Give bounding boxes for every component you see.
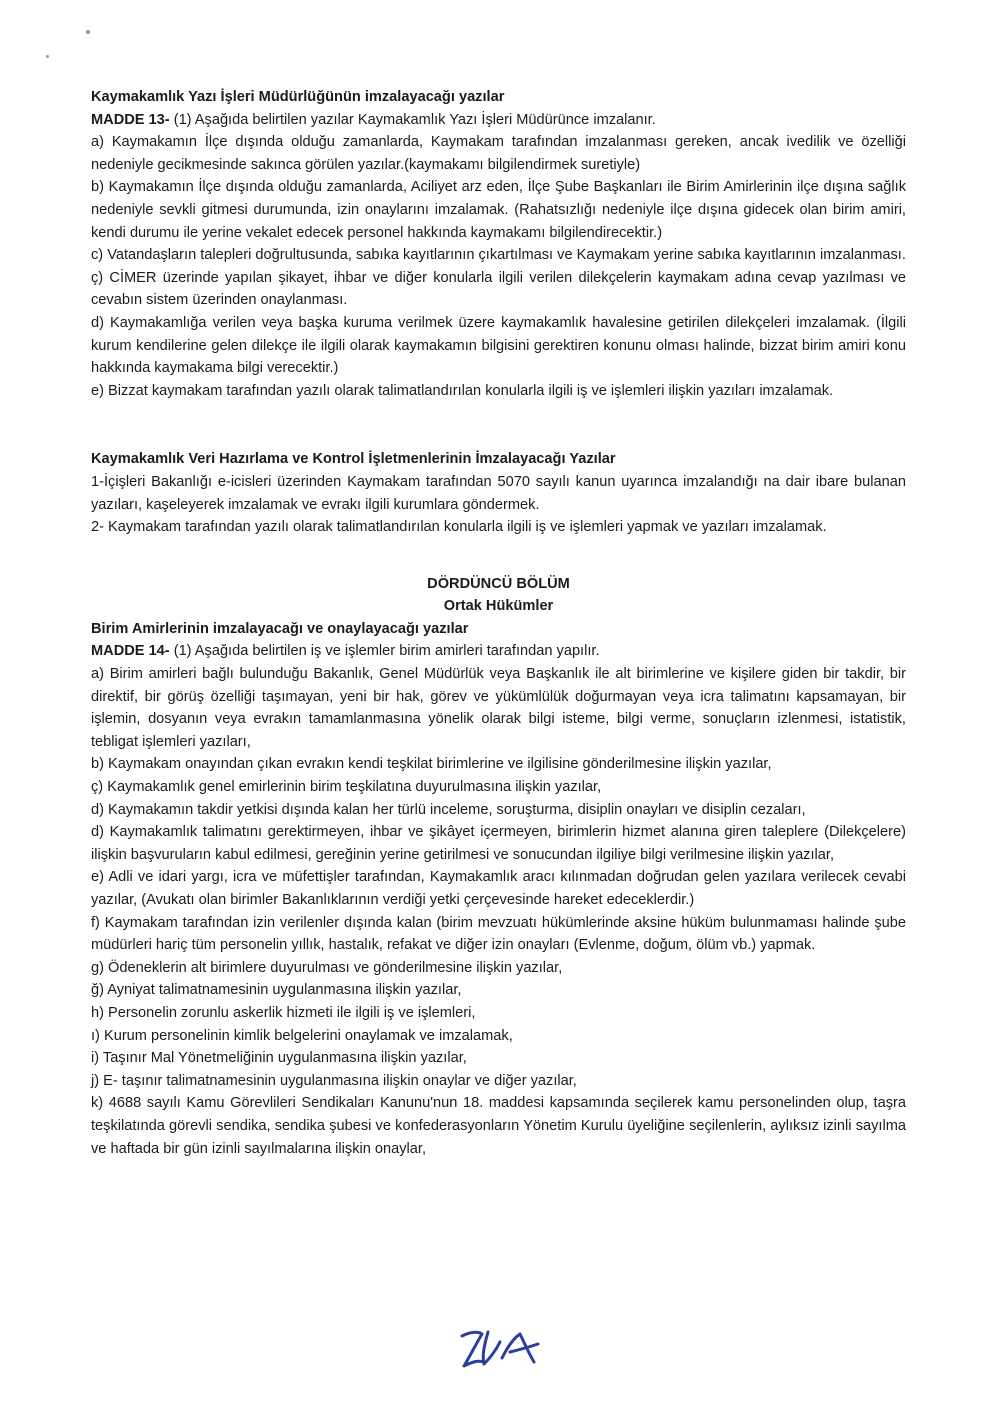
article-text: (1) Aşağıda belirtilen iş ve işlemler birim amirleri tarafından yapılır. (169, 643, 600, 660)
list-item: ç) Kaymakamlık genel emirlerinin birim teşkilatına duyurulmasına ilişkin yazılar, (91, 779, 602, 796)
list-item: ğ) Ayniyat talimatnamesinin uygulanmasına ilişkin yazılar, (91, 982, 462, 999)
article-intro (91, 640, 906, 663)
list-item: f) Kaymakam tarafından izin verilenler dışında kalan (birim mevzuatı hükümlerinde aksine hüküm bulunmaması halinde şube müdürleri hariç tüm personelin yıllık, hastalık, refakat ve diğer izin onayları (Evlenme, doğum, ölüm vb.) yapmak. (91, 914, 906, 954)
part-subtitle: Ortak Hükümler (443, 598, 554, 615)
article-text: (1) Aşağıda belirtilen yazılar Kaymakamlık Yazı İşleri Müdürünce imzalanır. (169, 111, 656, 128)
list-item: a) Birim amirleri bağlı bulunduğu Bakanlık, Genel Müdürlük veya Başkanlık ile alt birimlerine ve kişilere giden bir takdir, bir direktif, bir görüş özelliği taşımayan, yeni bir hak, görev ve yükümlülük doğurmayan veya icra talimatını kapsamayan, bir işlemin, dosyanın veya evrakın tamamlanmasına yönelik olarak bilgi isteme, bilgi verme, sonuçların izlenmesi, istatistik, tebligat işlemleri yazıları, (91, 666, 906, 750)
list-item: e) Bizzat kaymakam tarafından yazılı olarak talimatlandırılan konularla ilgili iş ve işlemleri ilişkin yazıları imzalamak. (91, 382, 834, 399)
document-body (91, 86, 906, 1160)
handwritten-initials (458, 1322, 548, 1372)
list-item: 2- Kaymakam tarafından yazılı olarak talimatlandırılan konularla ilgili iş ve işlemleri yapmak ve yazıları imzalamak. (91, 519, 827, 536)
section-heading: Kaymakamlık Veri Hazırlama ve Kontrol İşletmenlerinin İmzalayacağı Yazılar (91, 451, 616, 468)
section-heading: Kaymakamlık Yazı İşleri Müdürlüğünün imzalayacağı yazılar (91, 89, 505, 105)
list-item: 1-İçişleri Bakanlığı e-icisleri üzerinden Kaymakam tarafından 5070 sayılı kanun uyarınca imzalandığı na dair ibare bulanan yazıları, kaşeleyerek imzalamak ve evrakı ilgili kurumlara göndermek. (91, 473, 906, 513)
article-label: MADDE 13- (91, 111, 170, 128)
list-item: b) Kaymakam onayından çıkan evrakın kendi teşkilat birimlerine ve ilgilisine gönderilmesine ilişkin yazılar, (91, 756, 772, 773)
list-item: c) Vatandaşların talepleri doğrultusunda, sabıka kayıtlarının çıkartılması ve Kaymakam yerine sabıka kayıtlarının imzalanması. (91, 247, 906, 264)
list-item: j) E- taşınır talimatnamesinin uygulanmasına ilişkin onaylar ve diğer yazılar, (91, 1072, 577, 1089)
section-heading: Birim Amirlerinin imzalayacağı ve onaylayacağı yazılar (91, 620, 469, 637)
list-item: e) Adli ve idari yargı, icra ve müfettişler tarafından, Kaymakamlık aracı kılınmadan doğrudan gelen yazılara verilecek cevabi yazılar, (Avukatı olan birimler Bakanlıklarının verdiği yetki çerçevesinde hareket edeceklerdir.) (91, 869, 906, 908)
list-item: k) 4688 sayılı Kamu Görevlileri Sendikaları Kanunu'nun 18. maddesi kapsamında seçilerek kamu personelinden olup, taşra teşkilatında görevli sendika, sendika şubesi ve konfederasyonların Yönetim Kurulu üyeliğine seçilenlerin, aylıksız izinli sayılma ve haftada bir gün izinli sayılmalarına ilişkin onaylar, (91, 1095, 906, 1157)
list-item: d) Kaymakamın takdir yetkisi dışında kalan her türlü inceleme, soruşturma, disiplin onayları ve disiplin cezaları, (91, 801, 806, 818)
list-item: a) Kaymakamın İlçe dışında olduğu zamanlarda, Kaymakam tarafından imzalanması gereken, ancak ivedilik ve özelliği nedeniyle gecikmesinde sakınca görülen yazılar.(kaymakamı bilgilendirmek suretiyle) (91, 134, 906, 173)
list-item: d) Kaymakamlığa verilen veya başka kuruma verilmek üzere kaymakamlık havalesine getirilen dilekçeleri imzalamak. (İlgili kurum kendilerine gelen dilekçe ile ilgili olarak kaymakamın bilgisini gerektiren konunu olması halinde, bizzat birim amiri konu hakkında kaymakama bilgi verecektir.) (91, 314, 906, 377)
list-item: h) Personelin zorunlu askerlik hizmeti ile ilgili iş ve işlemleri, (91, 1004, 476, 1021)
article-label: MADDE 14- (91, 643, 170, 660)
list-item: i) Taşınır Mal Yönetmeliğinin uygulanmasına ilişkin yazılar, (91, 1050, 467, 1067)
list-item: g) Ödeneklerin alt birimlere duyurulması ve gönderilmesine ilişkin yazılar, (91, 959, 563, 976)
article-intro (91, 109, 906, 132)
scan-speck (46, 55, 49, 58)
part-title: DÖRDÜNCÜ BÖLÜM (427, 575, 570, 592)
list-item: ç) CİMER üzerinde yapılan şikayet, ihbar ve diğer konularla ilgili verilen dilekçelerin kaymakam adına cevap yazılması ve cevabın sistem üzerinden onaylanması. (91, 269, 906, 309)
scan-speck (86, 30, 90, 34)
list-item: d) Kaymakamlık talimatını gerektirmeyen, ihbar ve şikâyet içermeyen, birimlerin hizmet alanına giren taleplere (Dilekçelere) ilişkin başvuruların kabul edilmesi, gereğinin yerine getirilmesi ve sonucundan ilgiliye bilgi verilmesine ilişkin yazılar, (91, 824, 906, 863)
list-item: ı) Kurum personelinin kimlik belgelerini onaylamak ve imzalamak, (91, 1027, 513, 1044)
list-item: b) Kaymakamın İlçe dışında olduğu zamanlarda, Aciliyet arz eden, İlçe Şube Başkanları ile Birim Amirlerinin ilçe dışına sağlık nedeniyle sevkli gitmesi durumunda, izin onaylarını imzalamak. (Rahatsızlığı nedeniyle ilçe dışına gidecek olan birim amiri, kendi durumu ile yerine vekalet edecek personel hakkında kaymakamı bilgilendirecektir.) (91, 179, 906, 241)
